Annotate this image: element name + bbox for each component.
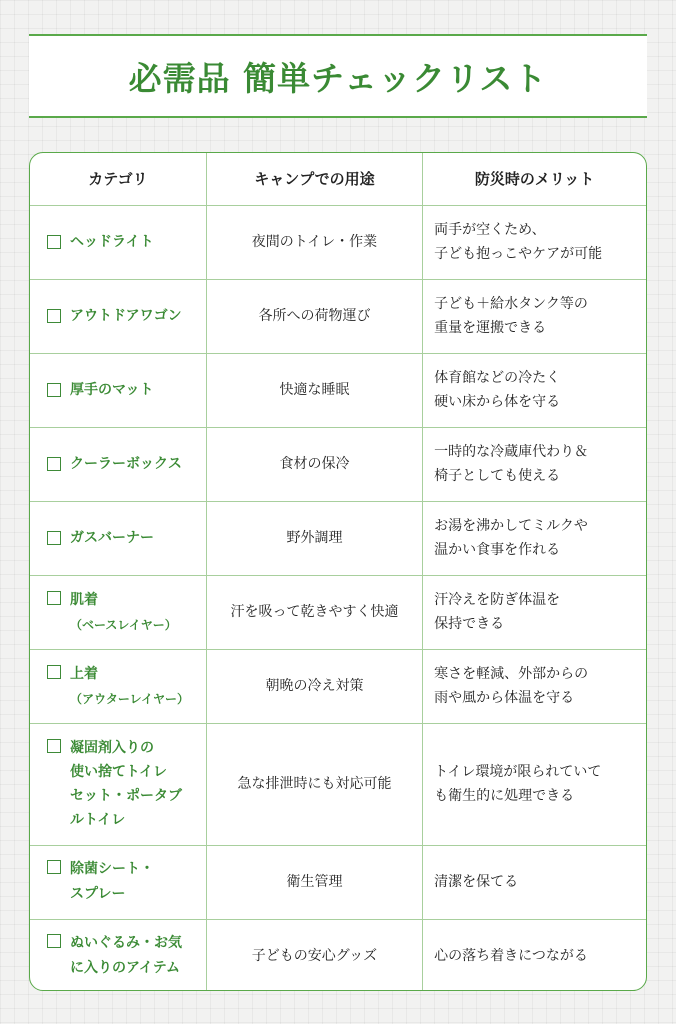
checklist-table xyxy=(30,153,646,991)
camp-use-cell: 食材の保冷 xyxy=(206,427,422,501)
merit-cell: 体育館などの冷たく 硬い床から体を守る xyxy=(423,353,646,427)
table-row xyxy=(30,353,646,427)
title-banner xyxy=(29,34,647,118)
table-row xyxy=(30,845,646,919)
camp-use-cell: 快適な睡眠 xyxy=(206,353,422,427)
table-row xyxy=(30,427,646,501)
category-label: ヘッドライト xyxy=(70,233,154,250)
checkbox[interactable] xyxy=(47,383,61,397)
category-label: 除菌シート・ スプレー xyxy=(70,861,154,902)
table-row xyxy=(30,205,646,279)
merit-cell: 寒さを軽減、外部からの 雨や風から体温を守る xyxy=(423,649,646,723)
checkbox[interactable] xyxy=(47,665,61,679)
merit-cell: 一時的な冷蔵庫代わり＆ 椅子としても使える xyxy=(423,427,646,501)
checklist-table-container xyxy=(29,152,647,991)
table-row xyxy=(30,649,646,723)
merit-cell: 両手が空くため、 子ども抱っこやケアが可能 xyxy=(423,205,646,279)
category-cell xyxy=(30,845,206,919)
table-header-row xyxy=(30,153,646,205)
table-row xyxy=(30,501,646,575)
category-cell xyxy=(30,723,206,845)
category-cell xyxy=(30,501,206,575)
category-cell xyxy=(30,575,206,649)
checkbox[interactable] xyxy=(47,531,61,545)
header-category: カテゴリ xyxy=(30,153,206,205)
category-label: 凝固剤入りの 使い捨てトイレ セット・ポータブ ルトイレ xyxy=(70,740,182,828)
camp-use-cell: 汗を吸って乾きやすく快適 xyxy=(206,575,422,649)
merit-cell: 心の落ち着きにつながる xyxy=(423,919,646,991)
category-cell xyxy=(30,649,206,723)
checkbox[interactable] xyxy=(47,457,61,471)
checkbox[interactable] xyxy=(47,309,61,323)
category-sublabel: （アウターレイヤー） xyxy=(70,691,190,706)
table-row xyxy=(30,279,646,353)
header-camp-use: キャンプでの用途 xyxy=(206,153,422,205)
category-label: クーラーボックス xyxy=(70,455,182,472)
category-sublabel: （ベースレイヤー） xyxy=(70,617,177,632)
checkbox[interactable] xyxy=(47,739,61,753)
camp-use-cell: 急な排泄時にも対応可能 xyxy=(206,723,422,845)
checkbox[interactable] xyxy=(47,934,61,948)
camp-use-cell: 子どもの安心グッズ xyxy=(206,919,422,991)
table-row xyxy=(30,723,646,845)
merit-cell: 子ども＋給水タンク等の 重量を運搬できる xyxy=(423,279,646,353)
merit-cell: 清潔を保てる xyxy=(423,845,646,919)
category-cell xyxy=(30,279,206,353)
page-title: 必需品 簡単チェックリスト xyxy=(128,58,548,98)
camp-use-cell: 衛生管理 xyxy=(206,845,422,919)
category-cell xyxy=(30,205,206,279)
merit-cell: トイレ環境が限られていて も衛生的に処理できる xyxy=(423,723,646,845)
table-row xyxy=(30,919,646,991)
checkbox[interactable] xyxy=(47,860,61,874)
camp-use-cell: 夜間のトイレ・作業 xyxy=(206,205,422,279)
category-cell xyxy=(30,353,206,427)
header-disaster-merit: 防災時のメリット xyxy=(423,153,646,205)
category-label: 肌着 （ベースレイヤー） xyxy=(70,588,177,637)
merit-cell: 汗冷えを防ぎ体温を 保持できる xyxy=(423,575,646,649)
table-row xyxy=(30,575,646,649)
category-cell xyxy=(30,919,206,991)
category-label: 厚手のマット xyxy=(70,381,154,398)
category-label: ぬいぐるみ・お気 に入りのアイテム xyxy=(70,935,182,977)
camp-use-cell: 野外調理 xyxy=(206,501,422,575)
category-label: アウトドアワゴン xyxy=(70,307,182,324)
camp-use-cell: 朝晩の冷え対策 xyxy=(206,649,422,723)
category-label: 上着 （アウターレイヤー） xyxy=(70,662,189,711)
category-label: ガスバーナー xyxy=(70,529,154,546)
checkbox[interactable] xyxy=(47,235,61,249)
category-cell xyxy=(30,427,206,501)
merit-cell: お湯を沸かしてミルクや 温かい食事を作れる xyxy=(423,501,646,575)
camp-use-cell: 各所への荷物運び xyxy=(206,279,422,353)
checkbox[interactable] xyxy=(47,591,61,605)
